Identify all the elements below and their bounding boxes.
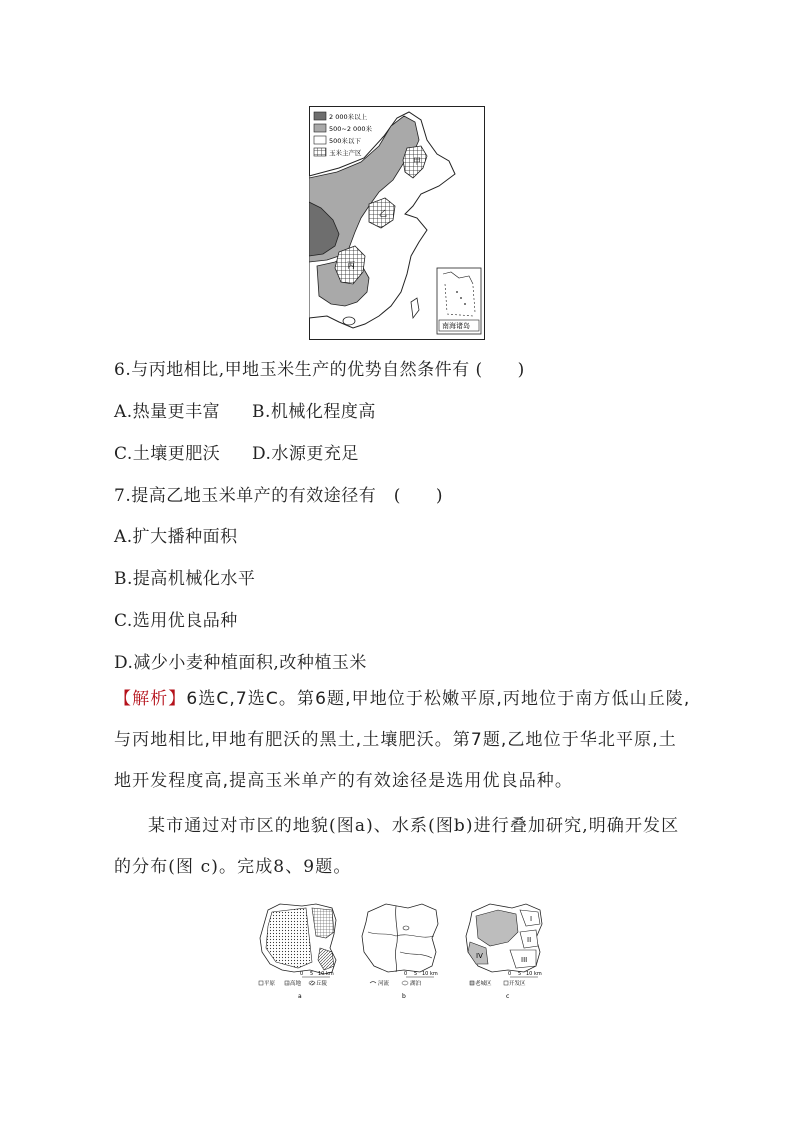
svg-text:5: 5 [518, 971, 522, 977]
map-b-lake [403, 926, 409, 930]
svg-text:5: 5 [310, 971, 314, 977]
map-b-caption: b [402, 993, 406, 1000]
svg-text:玉米主产区: 玉米主产区 [329, 149, 362, 157]
question-6-option-c: C.土壤更肥沃 [114, 444, 221, 464]
map-b-outline [362, 904, 438, 972]
question-7-option-b: B.提高机械化水平 [114, 569, 256, 589]
svg-text:平原: 平原 [264, 981, 276, 987]
label-yi: 乙 [379, 209, 387, 218]
svg-text:丘陵: 丘陵 [316, 981, 328, 987]
question-7-stem: 7.提高乙地玉米单产的有效途径有 ( ) [114, 486, 443, 506]
map-c-zone-iv-label: IV [476, 952, 483, 960]
map-c-legend [470, 979, 526, 987]
svg-text:500米以下: 500米以下 [329, 137, 361, 145]
map-b-legend [370, 979, 422, 987]
svg-text:10 km: 10 km [422, 971, 438, 977]
map-a-landform [254, 902, 350, 1002]
svg-text:湖泊: 湖泊 [410, 981, 422, 987]
hainan-island [343, 317, 355, 325]
svg-text:高地: 高地 [290, 981, 302, 987]
map-a-caption: a [298, 993, 302, 1000]
svg-text:2 000米以上: 2 000米以上 [329, 113, 368, 121]
question-7-option-a: A.扩大播种面积 [114, 527, 238, 547]
svg-text:500~2 000米: 500~2 000米 [329, 125, 372, 133]
map-c-zone-iii-label: III [521, 956, 528, 964]
south-china-sea-inset [437, 268, 481, 334]
svg-text:河流: 河流 [378, 981, 390, 987]
question-6-stem: 6.与丙地相比,甲地玉米生产的优势自然条件有 ( ) [114, 360, 525, 380]
svg-text:老城区: 老城区 [475, 981, 492, 987]
map-b-water-system [356, 902, 452, 1002]
svg-text:10 km: 10 km [526, 971, 542, 977]
map-a-legend [259, 979, 328, 987]
svg-text:5: 5 [414, 971, 418, 977]
svg-text:0: 0 [508, 971, 512, 977]
analysis-paragraph [114, 679, 694, 802]
map-c-zone-i-label: I [530, 915, 533, 923]
label-bing: 丙 [347, 261, 355, 270]
map-c-development-zones [460, 902, 556, 1002]
svg-text:10 km: 10 km [318, 971, 334, 977]
question-6-option-d: D.水源更充足 [252, 444, 359, 464]
map-c-zone-ii-label: II [527, 936, 532, 944]
intro-paragraph: 某市通过对市区的地貌(图a)、水系(图b)进行叠加研究,明确开发区的分布(图 c)。完成8、9题。 [114, 816, 680, 877]
label-jia: 甲 [413, 157, 421, 166]
question-7-option-c: C.选用优良品种 [114, 611, 238, 631]
svg-text:0: 0 [300, 971, 304, 977]
china-corn-map [309, 106, 485, 340]
map-c-caption: c [506, 993, 510, 1000]
svg-text:0: 0 [404, 971, 408, 977]
question-7-option-d: D.减少小麦种植面积,改种植玉米 [114, 653, 367, 673]
svg-text:开发区: 开发区 [509, 981, 526, 987]
question-6-option-b: B.机械化程度高 [252, 402, 376, 422]
analysis-text: 6选C,7选C。第6题,甲地位于松嫩平原,丙地位于南方低山丘陵,与丙地相比,甲地有肥沃的黑土,土壤肥沃。第7题,乙地位于华北平原,土地开发程度高,提高玉米单产的有效途径是选用优良品种。 [114, 689, 691, 791]
svg-text:南海诸岛: 南海诸岛 [442, 322, 470, 330]
question-6-option-a: A.热量更丰富 [114, 402, 221, 422]
analysis-tag: 【解析】 [114, 689, 187, 709]
